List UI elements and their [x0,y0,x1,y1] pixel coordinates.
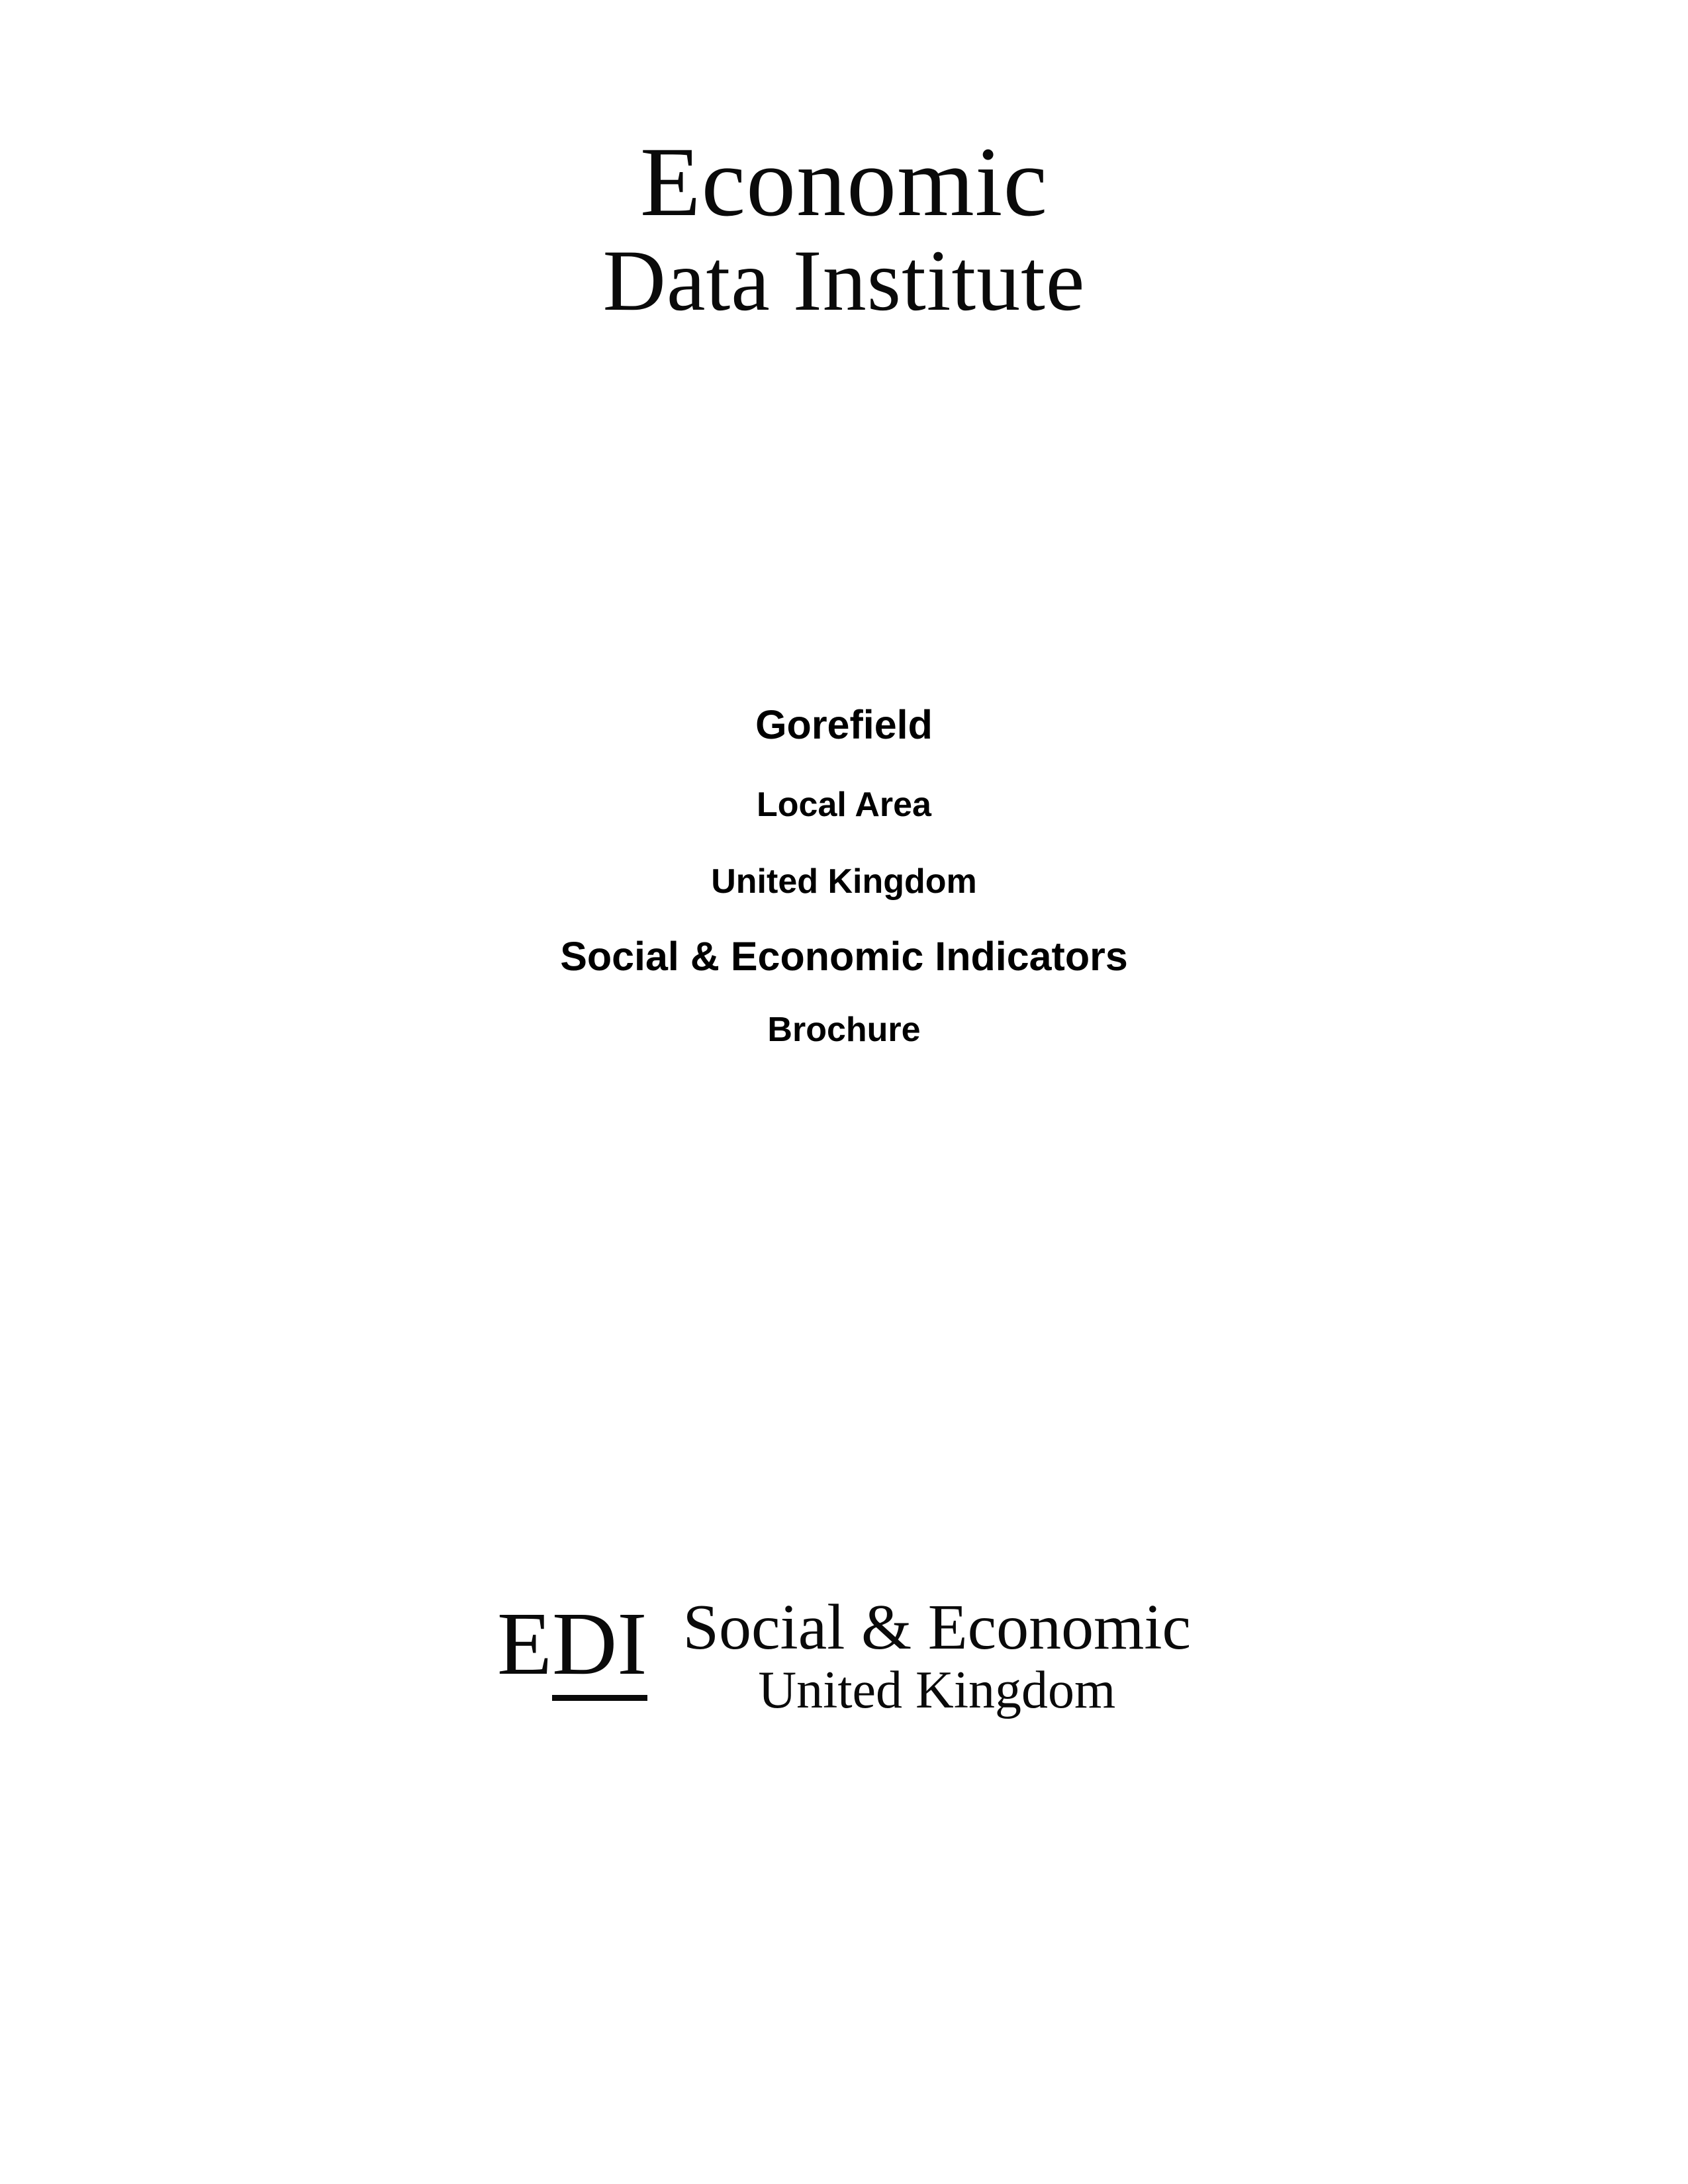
edi-monogram-di: DI [552,1594,647,1701]
area-type-label: Local Area [757,786,931,824]
page-title: Gorefield [755,702,933,747]
publisher-logo-line-2: Data Institute [602,232,1086,329]
edi-monogram-e: E [496,1594,553,1694]
edi-monogram [496,1594,647,1694]
edi-wordmark [682,1592,1192,1719]
edi-brand-logo [0,1592,1688,1719]
document-type-label: Brochure [767,1011,921,1049]
publisher-logo-line-1: Economic [639,127,1049,237]
country-label: United Kingdom [711,862,977,901]
edi-wordmark-line-1: Social & Economic [682,1592,1192,1663]
title-block [0,702,1688,1050]
subject-label: Social & Economic Indicators [560,934,1128,979]
edi-wordmark-line-2: United Kingdom [758,1661,1116,1719]
publisher-logo [0,127,1688,329]
